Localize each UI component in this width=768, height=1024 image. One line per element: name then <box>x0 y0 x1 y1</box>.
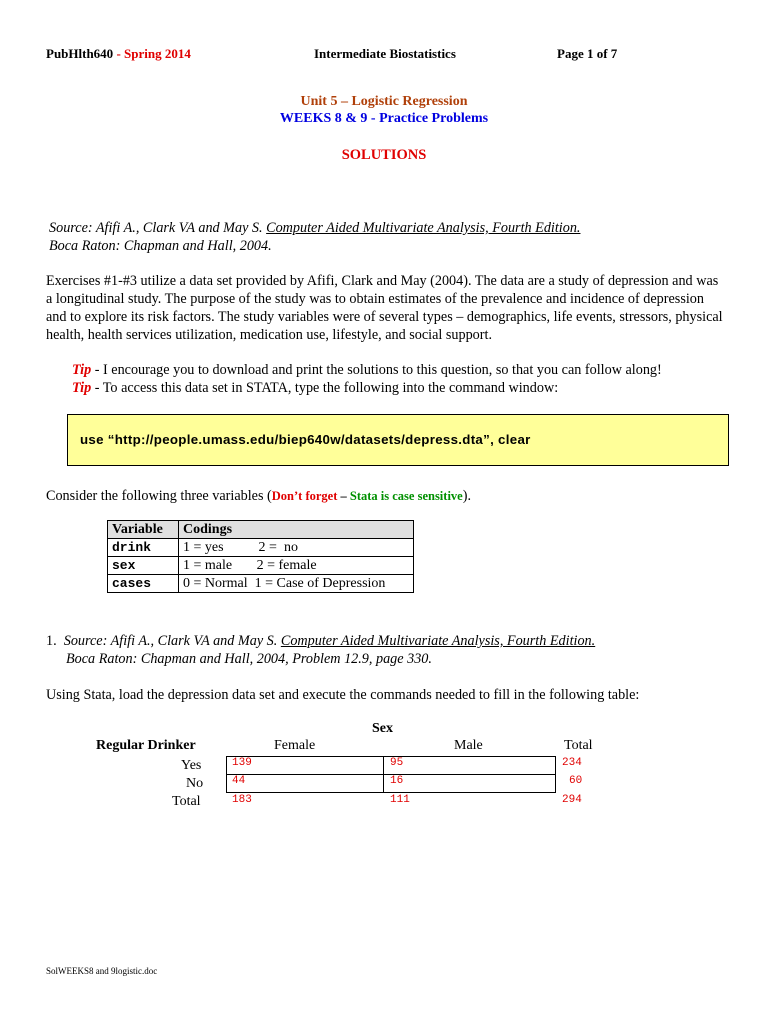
header-variable: Variable <box>108 521 179 539</box>
cell-total-total: 294 <box>562 794 582 806</box>
table-row <box>108 557 414 575</box>
table-row <box>108 539 414 557</box>
cell-yes-female: 139 <box>232 757 252 769</box>
cell-yes-total: 234 <box>562 757 582 769</box>
row-label-total: Total <box>172 794 201 809</box>
problem-publisher: Boca Raton: Chapman and Hall, 2004, Problem 12.9, page 330. <box>66 651 432 667</box>
variables-header-row <box>108 521 414 539</box>
sex-label: Sex <box>372 721 393 736</box>
footer-filename: SolWEEKS8 and 9logistic.doc <box>46 966 158 976</box>
intro-paragraph: Exercises #1-#3 utilize a data set provided by Afifi, Clark and May (2004). The data are a study of depression and was a longitudinal study. The purpose of the study was to obtain estimates of the prevalence and incidence of depression and to explore its risk factors. The study variables were of several types – demographics, life events, stressors, physical health, health services utilization, medication use, lifestyle, and social support. <box>46 273 723 343</box>
table-row <box>108 575 414 593</box>
source-citation: Source: Afifi A., Clark VA and May S. Computer Aided Multivariate Analysis, Fourth Edition. Boca Raton: Chapman and Hall, 2004. <box>49 220 581 254</box>
variable-coding: 1 = yes 2 = no <box>179 539 414 557</box>
row-label-yes: Yes <box>181 758 202 773</box>
cell-yes-male: 95 <box>390 757 404 769</box>
cell-no-male: 16 <box>390 775 404 787</box>
variables-table <box>107 520 414 593</box>
weeks-title: WEEKS 8 & 9 - Practice Problems <box>279 111 489 126</box>
solutions-title: SOLUTIONS <box>341 147 427 163</box>
row-title: Regular Drinker <box>96 738 196 753</box>
col-total: Total <box>564 738 593 753</box>
cell-no-total: 60 <box>569 775 583 787</box>
unit-title: Unit 5 – Logistic Regression <box>300 94 468 109</box>
variable-name: sex <box>108 557 179 575</box>
consider-line: Consider the following three variables (Don’t forget – Stata is case sensitive). <box>46 488 471 504</box>
variable-coding: 1 = male 2 = female <box>179 557 414 575</box>
source-book: Computer Aided Multivariate Analysis, Fourth Edition. <box>266 220 581 236</box>
stata-command[interactable]: use “http://people.umass.edu/biep640w/datasets/depress.dta”, clear <box>80 432 531 447</box>
header-codings: Codings <box>179 521 414 539</box>
header-title: Intermediate Biostatistics <box>314 46 456 61</box>
cell-total-male: 111 <box>390 794 410 806</box>
tip-1: Tip - I encourage you to download and print the solutions to this question, so that you can follow along! <box>72 362 662 378</box>
col-female: Female <box>274 738 316 753</box>
variable-name: cases <box>108 575 179 593</box>
problem-number: 1. <box>46 633 57 649</box>
variable-coding: 0 = Normal 1 = Case of Depression <box>179 575 414 593</box>
tip-2: Tip - To access this data set in STATA, type the following into the command window: <box>72 380 559 396</box>
header-page: Page 1 of 7 <box>557 46 618 61</box>
col-male: Male <box>454 738 483 753</box>
source-publisher: Boca Raton: Chapman and Hall, 2004. <box>49 238 272 254</box>
cell-no-female: 44 <box>232 775 246 787</box>
cell-total-female: 183 <box>232 794 252 806</box>
problem-book: Computer Aided Multivariate Analysis, Fourth Edition. <box>280 633 596 649</box>
header-course: PubHlth640 - Spring 2014 <box>46 46 191 61</box>
header-term: - Spring 2014 <box>116 46 191 61</box>
instruction: Using Stata, load the depression data set and execute the commands needed to fill in the following table: <box>46 687 640 703</box>
row-label-no: No <box>186 776 204 791</box>
variable-name: drink <box>108 539 179 557</box>
problem-1-source: 1. Source: Afifi A., Clark VA and May S. Computer Aided Multivariate Analysis, Fourth Edition. Boca Raton: Chapman and Hall, 2004, Problem 12.9, page 330. <box>46 633 596 667</box>
